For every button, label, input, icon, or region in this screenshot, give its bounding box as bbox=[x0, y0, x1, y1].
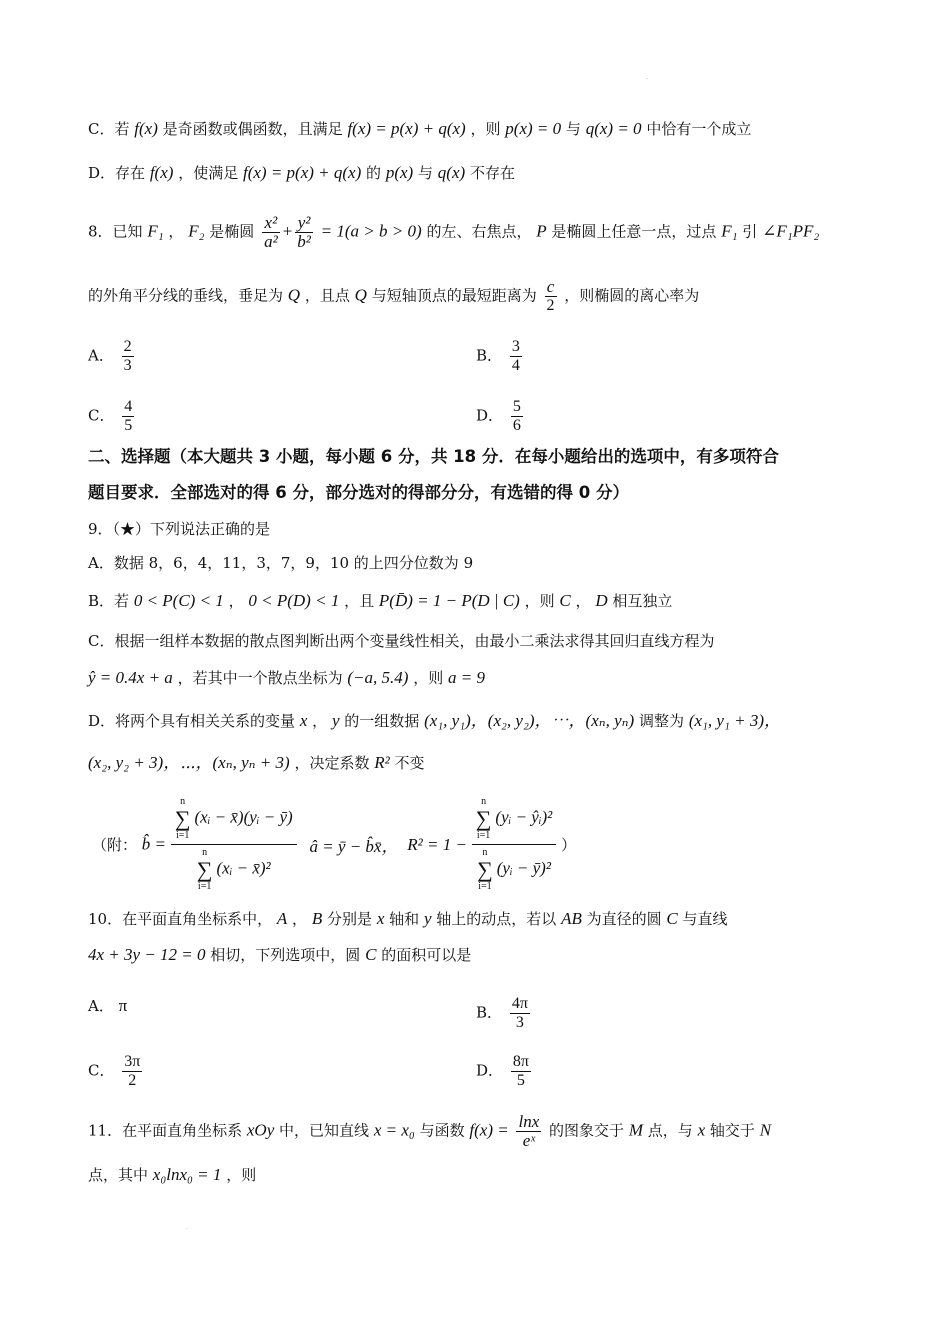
q9-stem: 9．（★）下列说法正确的是 bbox=[88, 520, 271, 538]
q9-option-c-line1: C．根据一组样本数据的散点图判断出两个变量线性相关，由最小二乘法求得其回归直线方程为 bbox=[88, 632, 715, 650]
c-over-2: $\frac{c}{2}$ bbox=[546, 277, 555, 314]
q10-option-c: C． $\frac{3\pi}{2}$ bbox=[88, 1053, 141, 1089]
b-hat-fraction: n ∑ i=1 (xᵢ − x̄)(yᵢ − ȳ) n ∑ i=1 (xᵢ − x̄)² bbox=[171, 796, 297, 893]
q11-stem-line1: 11．在平面直角坐标系 xOy 中，已知直线 x = x₀ 与函数 f(x) = $\frac{\ln x}{\text{eˣ}}$ 的图象交于 M 点，与 x 轴交于 N bbox=[88, 1112, 772, 1150]
q10-stem-line2: 4x + 3y − 12 = 0 相切，下列选项中，圆 C 的面积可以是 bbox=[88, 945, 472, 964]
q7-option-d: D．存在 f(x) ，使满足 f(x) = p(x) + q(x) 的 p(x) 与 q(x) 不存在 bbox=[88, 163, 515, 182]
lnx-over-ex: $\frac{\ln x}{\text{eˣ}}$ bbox=[518, 1112, 540, 1150]
q9-option-d-line2: (x₂, y₂ + 3)，⋯，(xₙ, yₙ + 3) ，决定系数 R² 不变 bbox=[88, 753, 425, 772]
page-mark: · bbox=[646, 76, 648, 83]
q8-option-d: D． $\frac{5}{6}$ bbox=[476, 398, 521, 434]
q10-option-a: A． π bbox=[88, 996, 128, 1015]
q8-stem-line2: 的外角平分线的垂线，垂足为 Q ，且点 Q 与短轴顶点的最短距离为 $\frac{c}{2}$ ，则椭圆的离心率为 bbox=[88, 277, 700, 314]
q9-option-d-line1: D．将两个具有相关关系的变量 x ， y 的一组数据 (x₁, y₁)，(x₂, y₂)，⋯，(xₙ, yₙ) 调整为 (x₁, y₁ + 3)， bbox=[88, 711, 782, 730]
q8-option-a: A． $\frac{2}{3}$ bbox=[88, 338, 132, 374]
q10-stem-line1: 10．在平面直角坐标系中， A ， B 分别是 x 轴和 y 轴上的动点，若以 AB 为直径的圆 C 与直线 bbox=[88, 909, 728, 928]
section2-heading-line2: 题目要求．全部选对的得 6 分，部分选对的得部分分，有选错的得 0 分） bbox=[88, 483, 629, 502]
page-mark: · bbox=[186, 1226, 188, 1233]
q9-option-b: B．若 0 < P(C) < 1 ， 0 < P(D) < 1 ，且 P(D̄) = 1 − P(D | C) ，则 C ， D 相互独立 bbox=[88, 591, 673, 610]
section2-heading-line1: 二、选择题（本大题共 3 小题，每小题 6 分，共 18 分．在每小题给出的选项中，有多项符合 bbox=[88, 447, 779, 466]
q9-option-a: A．数据 8，6，4，11，3，7，9，10 的上四分位数为 9 bbox=[88, 554, 474, 572]
q8-option-c: C． $\frac{4}{5}$ bbox=[88, 398, 133, 434]
ellipse-x-term: $\frac{\text{x²}}{\text{a²}}$ bbox=[264, 213, 278, 251]
q9-formula-note: （附： b̂ = n ∑ i=1 (xᵢ − x̄)(yᵢ − ȳ) n ∑ i=1 (xᵢ − x̄)² â = ȳ − b̂x̄， R² = 1 − n ∑ i=1 (yᵢ − ŷᵢ)² n ∑ i=1 (yᵢ − ȳ)² ） bbox=[92, 796, 577, 892]
r-squared-fraction: n ∑ i=1 (yᵢ − ŷᵢ)² n ∑ i=1 (yᵢ − ȳ)² bbox=[472, 796, 557, 893]
q11-stem-line2: 点，其中 x₀lnx₀ = 1 ，则 bbox=[88, 1165, 257, 1184]
q7-option-c: C．若 f(x) 是奇函数或偶函数，且满足 f(x) = p(x) + q(x) ，则 p(x) = 0 与 q(x) = 0 中恰有一个成立 bbox=[88, 119, 752, 138]
q10-option-b: B． $\frac{4\pi}{3}$ bbox=[476, 995, 528, 1031]
q8-stem-line1: 8．已知 F₁ ， F₂ 是椭圆 $\frac{\text{x²}}{\text{a²}}$ + $\frac{\text{y²}}{\text{b²}}$ = 1(a > b > 0) 的左、右焦点， P 是椭圆上任意一点，过点 F₁ 引 ∠F₁PF₂ bbox=[88, 213, 820, 251]
q10-option-d: D． $\frac{8\pi}{5}$ bbox=[476, 1053, 529, 1089]
q8-option-b: B． $\frac{3}{4}$ bbox=[476, 338, 520, 374]
ellipse-y-term: $\frac{\text{y²}}{\text{b²}}$ bbox=[297, 213, 311, 251]
q9-option-c-line2: ŷ = 0.4x + a ，若其中一个散点坐标为 (−a, 5.4) ，则 a = 9 bbox=[88, 668, 485, 687]
